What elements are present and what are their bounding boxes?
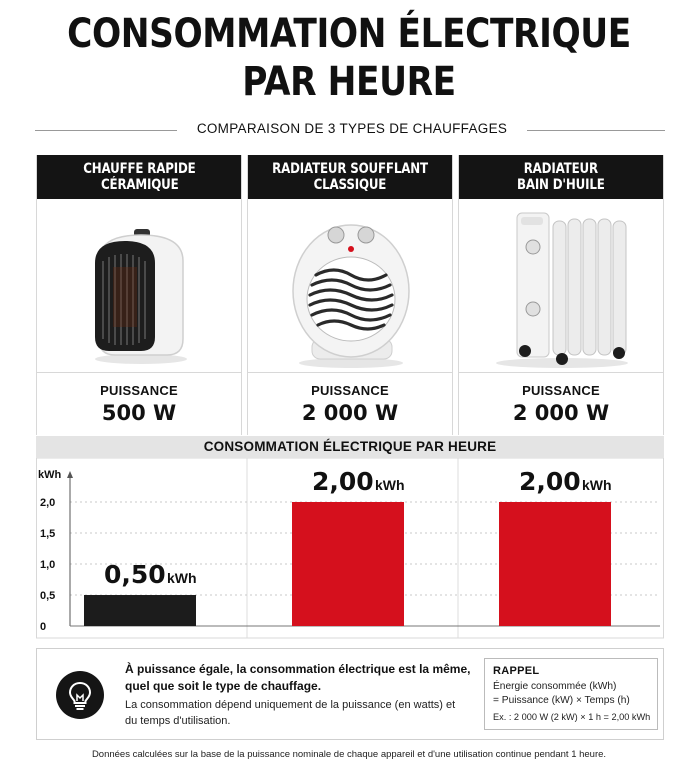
heater-name-line-1: CHAUFFE RAPIDE xyxy=(82,161,196,177)
bar-value-unit: kWh xyxy=(582,477,612,493)
info-note xyxy=(36,648,664,740)
y-tick-label: 0 xyxy=(40,621,47,633)
heater-image-area xyxy=(459,199,663,373)
power-value: 500 W xyxy=(101,401,177,425)
rappel-title: RAPPEL xyxy=(493,665,540,677)
bar-value-label: 0,50 xyxy=(104,560,166,589)
bar-2 xyxy=(292,502,404,626)
bar-value-unit: kWh xyxy=(375,477,405,493)
ceramic-heater-icon xyxy=(37,199,243,373)
page-title xyxy=(49,10,649,106)
heater-image-area xyxy=(248,199,452,373)
heater-name-header xyxy=(459,155,663,199)
power-label: PUISSANCE xyxy=(311,383,389,398)
consumption-bar-chart xyxy=(0,458,698,640)
divider-right xyxy=(527,130,665,131)
power-value: 2 000 W xyxy=(512,401,610,425)
heater-name-header xyxy=(248,155,452,199)
rappel-line-2: = Puissance (kW) × Temps (h) xyxy=(493,695,630,706)
divider-left xyxy=(35,130,177,131)
y-tick-label: 0,5 xyxy=(40,590,56,602)
y-tick-label: 1,0 xyxy=(40,559,56,571)
bar-value-label: 2,00 xyxy=(312,467,374,496)
chart-section-title: CONSOMMATION ÉLECTRIQUE PAR HEURE xyxy=(36,436,664,458)
heater-image-area xyxy=(37,199,241,373)
subtitle: COMPARAISON DE 3 TYPES DE CHAUFFAGES xyxy=(196,121,508,136)
bar-value-unit: kWh xyxy=(167,570,197,586)
oil-radiator-icon xyxy=(459,199,665,373)
heater-name-header xyxy=(37,155,241,199)
power-value: 2 000 W xyxy=(301,401,399,425)
y-tick-label: 1,5 xyxy=(40,528,56,540)
heater-card-ceramic xyxy=(36,155,242,435)
fan-heater-icon xyxy=(248,199,454,373)
heater-name-line-1: RADIATEUR SOUFFLANT xyxy=(272,161,428,177)
title-line-1: CONSOMMATION ÉLECTRIQUE xyxy=(67,11,631,57)
power-label: PUISSANCE xyxy=(522,383,600,398)
title-line-2: PAR HEURE xyxy=(242,59,456,105)
rappel-box xyxy=(484,658,658,730)
y-tick-label: 2,0 xyxy=(40,497,56,509)
heater-name-line-2: CLASSIQUE xyxy=(313,177,387,193)
note-sub-text: La consommation dépend uniquement de la puissance (en watts) et du temps d'utilisation. xyxy=(125,699,456,727)
subtitle-row xyxy=(35,120,665,140)
note-main-text: À puissance égale, la consommation électrique est la même, quel que soit le type de chauffage. xyxy=(125,662,471,693)
heater-name-line-1: RADIATEUR xyxy=(523,161,599,177)
bar-value-label: 2,00 xyxy=(519,467,581,496)
y-axis-label: kWh xyxy=(38,469,62,481)
power-label: PUISSANCE xyxy=(100,383,178,398)
heater-name-line-2: CÉRAMIQUE xyxy=(100,177,178,193)
heater-card-oil xyxy=(458,155,664,435)
lightbulb-icon xyxy=(56,671,104,719)
y-axis-arrow xyxy=(67,471,73,478)
bar-1 xyxy=(84,595,196,626)
heater-card-fan xyxy=(247,155,453,435)
rappel-example: Ex. : 2 000 W (2 kW) × 1 h = 2,00 kWh xyxy=(493,712,651,722)
rappel-line-1: Énergie consommée (kWh) xyxy=(493,681,617,692)
bar-3 xyxy=(499,502,611,626)
footnote: Données calculées sur la base de la puissance nominale de chaque appareil et d'une utilisation continue pendant 1 heure. xyxy=(91,749,607,760)
heater-name-line-2: BAIN D'HUILE xyxy=(517,177,605,193)
